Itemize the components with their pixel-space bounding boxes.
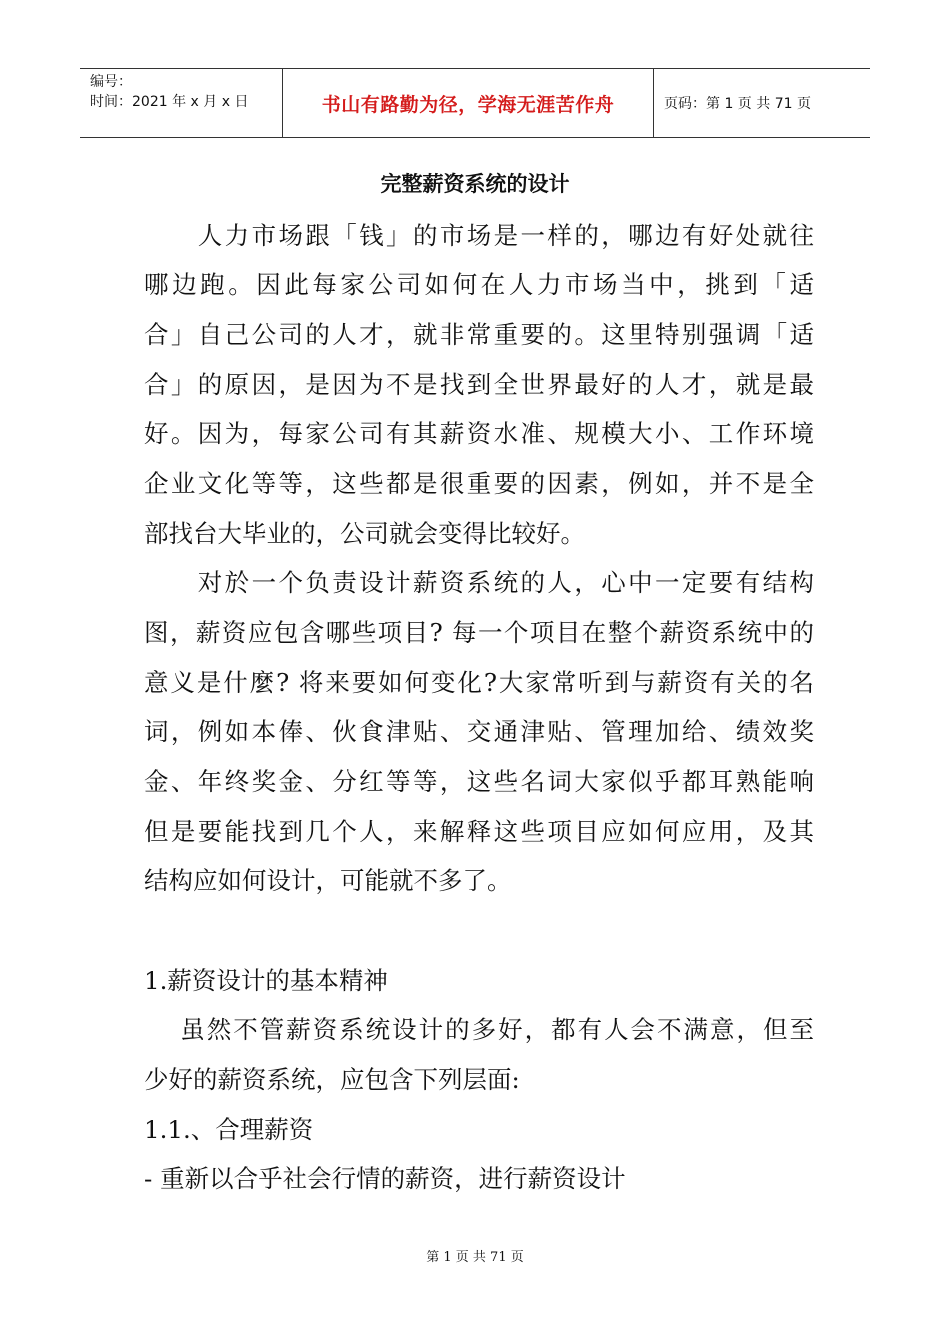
body-line: 图，薪资应包含哪些项目? 每一个项目在整个薪资系统中的 (144, 618, 814, 647)
header-motto-cell (282, 69, 654, 137)
body-line: 哪边跑。因此每家公司如何在人力市场当中，挑到「适 (144, 270, 814, 299)
page-code-text: 页码：第 1 页 共 71 页 (664, 96, 811, 112)
subsection-heading: 1.1.、合理薪资 (144, 1115, 314, 1144)
document-title: 完整薪资系统的设计 (380, 172, 570, 196)
body-line: 结构应如何设计，可能就不多了。 (144, 866, 512, 895)
document-header (80, 68, 870, 138)
page-footer: 第 1 页 共 71 页 (426, 1250, 524, 1265)
motto-text: 书山有路勤为径，学海无涯苦作舟 (321, 93, 615, 116)
body-line: 但是要能找到几个人，来解释这些项目应如何应用，及其 (144, 817, 814, 846)
body-line: 词，例如本俸、伙食津贴、交通津贴、管理加给、绩效奖 (144, 717, 814, 746)
header-meta (80, 69, 282, 137)
time-label: 时间：2021 年 x 月 x 日 (90, 94, 249, 110)
header-page-code (654, 69, 870, 137)
body-line: 合」自己公司的人才，就非常重要的。这里特别强调「适 (144, 320, 814, 349)
body-line: 合」的原因，是因为不是找到全世界最好的人才，就是最 (144, 370, 814, 399)
body-line: 人力市场跟「钱」的市场是一样的，哪边有好处就往 (144, 221, 814, 250)
section-heading: 1.薪资设计的基本精神 (144, 966, 388, 995)
body-line: 企业文化等等，这些都是很重要的因素，例如，并不是全 (144, 469, 814, 498)
body-line: 金、年终奖金、分红等等，这些名词大家似乎都耳熟能响 (144, 767, 814, 796)
number-label: 编号： (90, 74, 132, 90)
body-line: 部找台大毕业的，公司就会变得比较好。 (144, 519, 585, 548)
body-line: 虽然不管薪资系统设计的多好，都有人会不满意，但至 (144, 1015, 814, 1044)
body-line: 少好的薪资系统，应包含下列层面: (144, 1065, 520, 1094)
list-item: - 重新以合乎社会行情的薪资，进行薪资设计 (144, 1164, 626, 1193)
body-line: 好。因为，每家公司有其薪资水准、规模大小、工作环境 (144, 419, 814, 448)
body-line: 意义是什麼? 将来要如何变化?大家常听到与薪资有关的名 (144, 668, 814, 697)
body-line: 对於一个负责设计薪资系统的人，心中一定要有结构 (144, 568, 814, 597)
